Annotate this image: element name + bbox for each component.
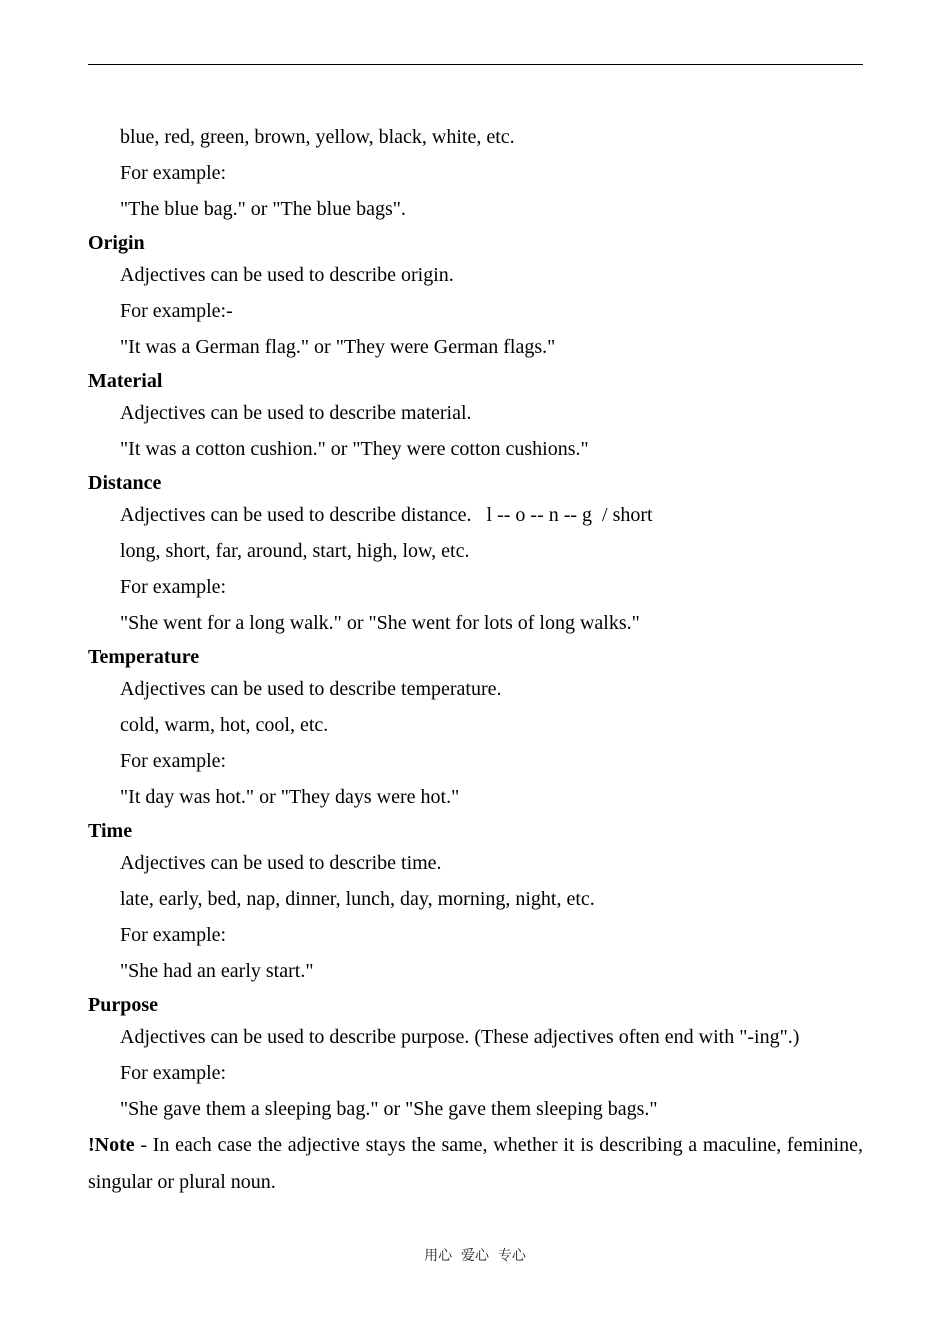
document-body (88, 119, 863, 1201)
section-temperature (88, 644, 863, 815)
color-example-sentence: "The blue bag." or "The blue bags". (120, 198, 406, 220)
material-heading: Material (88, 370, 163, 392)
distance-heading: Distance (88, 472, 162, 494)
purpose-description: Adjectives can be used to describe purpose. (These adjectives often end with "-ing".) (120, 1026, 800, 1048)
purpose-for-example: For example: (120, 1062, 227, 1084)
temperature-for-example: For example: (120, 750, 227, 772)
note-text: - In each case the adjective stays the same, whether it is describing a maculine, feminine, singular or plural noun. (88, 1134, 863, 1193)
color-for-example: For example: (120, 162, 227, 184)
section-time (88, 818, 863, 989)
note-label: !Note (88, 1134, 135, 1156)
section-purpose (88, 992, 863, 1127)
section-color (88, 119, 863, 227)
material-description: Adjectives can be used to describe material. (120, 402, 472, 424)
time-heading: Time (88, 820, 133, 842)
material-example-sentence: "It was a cotton cushion." or "They were cotton cushions." (120, 438, 589, 460)
temperature-examples-list: cold, warm, hot, cool, etc. (120, 714, 329, 736)
time-for-example: For example: (120, 924, 227, 946)
purpose-example-sentence: "She gave them a sleeping bag." or "She gave them sleeping bags." (120, 1098, 658, 1120)
time-description: Adjectives can be used to describe time. (120, 852, 442, 874)
temperature-description: Adjectives can be used to describe temperature. (120, 678, 502, 700)
distance-for-example: For example: (120, 576, 227, 598)
section-distance (88, 470, 863, 641)
origin-heading: Origin (88, 232, 145, 254)
header-rule (88, 64, 863, 65)
origin-for-example: For example:- (120, 300, 233, 322)
time-example-sentence: "She had an early start." (120, 960, 314, 982)
temperature-example-sentence: "It day was hot." or "They days were hot." (120, 786, 460, 808)
note-paragraph (88, 1127, 863, 1201)
section-material (88, 368, 863, 467)
origin-example-sentence: "It was a German flag." or "They were German flags." (120, 336, 556, 358)
purpose-heading: Purpose (88, 994, 158, 1016)
color-examples-list: blue, red, green, brown, yellow, black, white, etc. (120, 126, 515, 148)
origin-description: Adjectives can be used to describe origin. (120, 264, 454, 286)
page-footer: 用心 爱心 专心 (424, 1248, 526, 1264)
distance-example-sentence: "She went for a long walk." or "She went for lots of long walks." (120, 612, 640, 634)
temperature-heading: Temperature (88, 646, 200, 668)
distance-examples-list: long, short, far, around, start, high, low, etc. (120, 540, 470, 562)
distance-description: Adjectives can be used to describe distance. l -- o -- n -- g / short (120, 504, 653, 526)
time-examples-list: late, early, bed, nap, dinner, lunch, day, morning, night, etc. (120, 888, 595, 910)
section-origin (88, 230, 863, 365)
